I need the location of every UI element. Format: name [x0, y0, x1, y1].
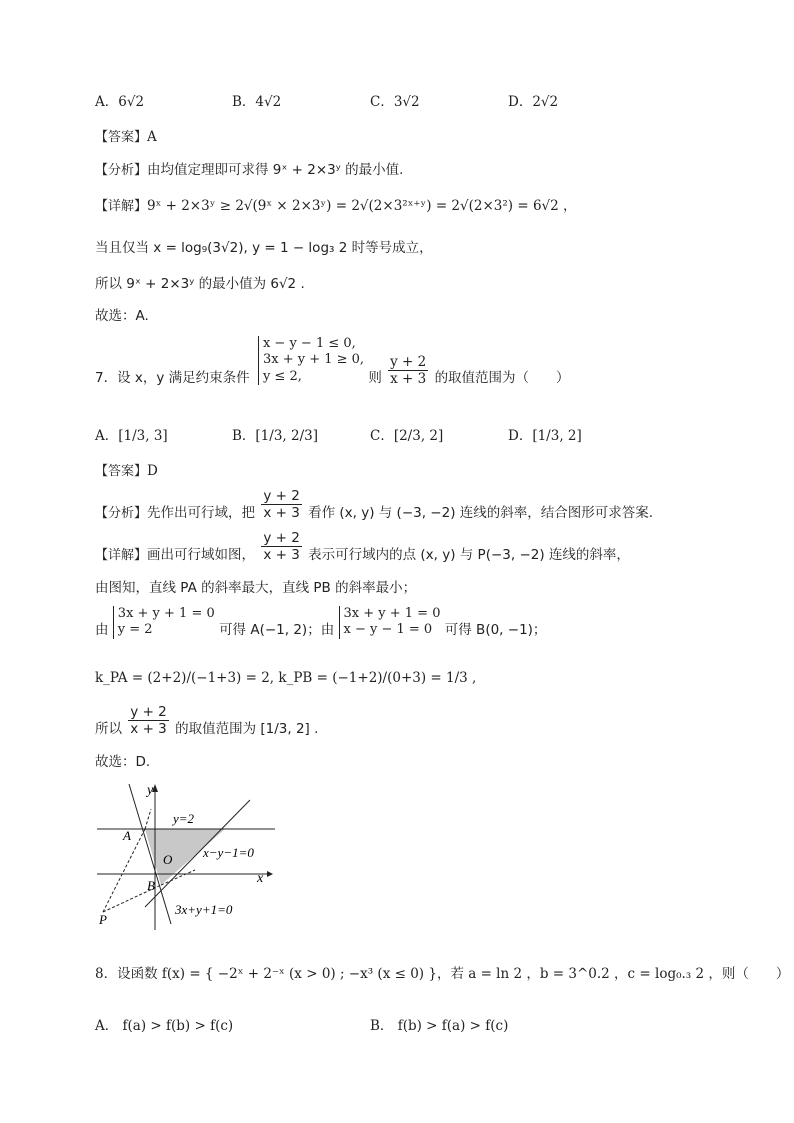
constraint-2: 3x + y + 1 ≥ 0, — [262, 352, 365, 368]
origin-label: O — [163, 852, 173, 867]
detail-fraction — [261, 530, 301, 563]
q6-option-a: A．6√2 — [95, 94, 145, 110]
q7-range — [95, 704, 318, 737]
analysis-fraction — [261, 488, 301, 521]
q7-solve — [95, 606, 546, 639]
q7-stem-post: 则 — [368, 370, 382, 387]
analysis-tag: 【分析】 — [95, 163, 148, 178]
q7-option-a: A．[1/3, 3] — [95, 428, 168, 444]
q6-condition: 当且仅当 x = log₉(3√2), y = 1 − log₃ 2 时等号成立， — [95, 240, 433, 256]
answer-value: A — [147, 129, 157, 145]
system-b-eq1: 3x + y + 1 = 0 — [343, 606, 441, 621]
fraction-numerator: y + 2 — [130, 704, 167, 720]
label-xy: x−y−1=0 — [203, 845, 254, 860]
q8-option-b: B． f(b) > f(a) > f(c) — [370, 1018, 509, 1034]
q7-fraction — [388, 354, 428, 387]
label-3x: 3x+y+1=0 — [175, 902, 233, 917]
line-PA-extension — [145, 809, 151, 829]
x-axis-arrow — [267, 871, 273, 877]
q7-stem-end: 的取值范围为（ ） — [434, 370, 570, 387]
q6-analysis — [95, 158, 403, 178]
detail-tag: 【详解】 — [95, 547, 148, 563]
fraction-denominator: x + 3 — [130, 721, 167, 738]
analysis-pre: 先作出可行域，把 — [147, 504, 256, 521]
solve-pre: 由 — [95, 622, 109, 638]
point-B-label: B — [147, 878, 155, 893]
q8-option-a: A． f(a) > f(b) > f(c) — [95, 1018, 234, 1034]
detail-post: 表示可行域内的点 (x, y) 与 P(−3, −2) 连线的斜率， — [308, 546, 630, 563]
point-P-label: P — [99, 912, 107, 927]
q6-option-d: D．2√2 — [508, 94, 559, 110]
detail-tag: 【详解】 — [95, 199, 148, 214]
point-A-label: A — [123, 828, 131, 843]
q7-answer — [95, 460, 158, 479]
answer-tag: 【答案】 — [95, 130, 148, 145]
solve-end: 可得 B(0, −1)； — [444, 622, 547, 638]
constraint-3: y ≤ 2, — [262, 368, 302, 384]
system-a — [113, 606, 215, 639]
q7-option-c: C．[2/3, 2] — [370, 428, 444, 444]
constraint-1: x − y − 1 ≤ 0, — [262, 336, 356, 351]
q7-slopes: k_PA = (2+2)/(−1+3) = 2, k_PB = (−1+2)/(0+3) = 1/3 , — [95, 670, 477, 686]
q7-stem-pre: 7．设 x，y 满足约束条件 — [95, 370, 250, 387]
analysis-text: 由均值定理即可求得 9ˣ + 2×3ʸ 的最小值. — [147, 162, 404, 178]
q7-choice: 故选：D. — [95, 754, 151, 770]
system-b — [339, 606, 441, 639]
fraction-denominator: x + 3 — [263, 505, 300, 522]
q7-slope-note: 由图知，直线 PA 的斜率最大，直线 PB 的斜率最小； — [95, 580, 417, 596]
q7-constraints — [258, 336, 364, 385]
label-y2: y=2 — [173, 811, 195, 826]
solve-mid: 可得 A(−1, 2)；由 — [219, 622, 335, 638]
y-axis-label: y — [147, 783, 154, 798]
fraction-denominator: x + 3 — [390, 371, 427, 388]
q7-option-b: B．[1/3, 2/3] — [232, 428, 318, 444]
range-fraction — [128, 704, 168, 737]
answer-tag: 【答案】 — [95, 464, 148, 479]
q6-option-b: B．4√2 — [232, 94, 282, 110]
fraction-denominator: x + 3 — [263, 547, 300, 564]
q8-stem: 8．设函数 f(x) = { −2ˣ + 2⁻ˣ (x > 0) ; −x³ (x ≤ 0) }，若 a = ln 2 ，b = 3^0.2 ，c = log₀.₃ 2 ，则（ ） — [95, 966, 790, 982]
q6-choice: 故选：A. — [95, 308, 149, 324]
q7-analysis — [95, 488, 653, 521]
system-a-eq1: 3x + y + 1 = 0 — [117, 606, 215, 621]
answer-value: D — [147, 463, 158, 479]
range-pre: 所以 — [95, 720, 122, 737]
q7-stem — [95, 336, 570, 388]
fraction-numerator: y + 2 — [390, 354, 427, 370]
analysis-tag: 【分析】 — [95, 505, 148, 521]
analysis-post: 看作 (x, y) 与 (−3, −2) 连线的斜率，结合图形可求答案. — [308, 504, 654, 521]
detail-text: 9ˣ + 2×3ʸ ≥ 2√(9ˣ × 2×3ʸ) = 2√(2×3²ˣ⁺ʸ) = 2√(2×3²) = 6√2 ， — [147, 198, 577, 214]
system-b-eq2: x − y − 1 = 0 — [343, 622, 433, 638]
system-a-eq2: y = 2 — [117, 622, 153, 638]
q6-answer — [95, 126, 157, 145]
q7-detail — [95, 530, 630, 563]
range-post: 的取值范围为 [1/3, 2] . — [175, 720, 319, 737]
x-axis-label: x — [257, 871, 264, 886]
feasible-region-figure — [95, 782, 285, 932]
q6-conclusion: 所以 9ˣ + 2×3ʸ 的最小值为 6√2 . — [95, 276, 305, 292]
q6-detail — [95, 194, 577, 214]
fraction-numerator: y + 2 — [263, 488, 300, 504]
q6-option-c: C．3√2 — [370, 94, 420, 110]
detail-pre: 画出可行域如图， — [147, 546, 256, 563]
q7-option-d: D．[1/3, 2] — [508, 428, 582, 444]
fraction-numerator: y + 2 — [263, 530, 300, 546]
